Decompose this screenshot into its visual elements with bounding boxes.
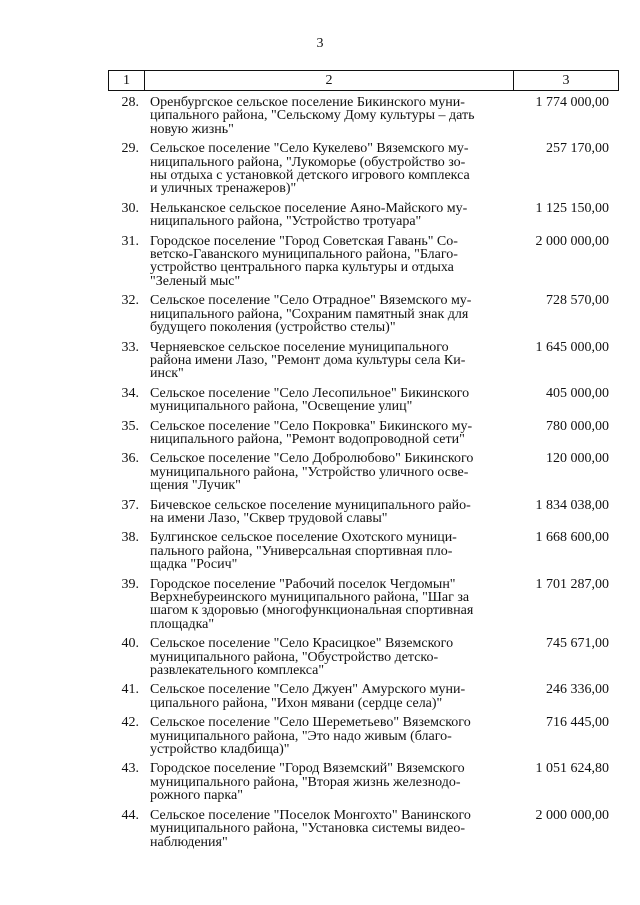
row-recipient-line: устройство кладбища)" [150,742,290,758]
row-number: 38. [121,530,139,546]
row-recipient-line: развлекательного комплекса" [150,663,325,679]
row-amount: 405 000,00 [546,385,609,401]
table-row [108,762,617,802]
row-recipient [150,683,498,710]
row-recipient-line: Черняевское сельское поселение муниципального [150,339,449,355]
row-recipient-line: Сельское поселение "Село Добролюбово" Бикинского [150,451,474,467]
table-row [108,96,617,136]
row-amount: 257 170,00 [546,141,609,157]
row-amount: 1 125 150,00 [535,200,609,216]
row-recipient-line: ниципального района, "Сохраним памятный знак для [150,306,469,322]
row-recipient-line: муниципального района, "Это надо живым (благо- [150,728,452,744]
table-row [108,452,617,492]
row-number: 30. [121,200,139,216]
row-recipient [150,96,498,136]
row-recipient-line: Сельское поселение "Село Кукелево" Вяземского му- [150,141,469,157]
row-recipient-line: рожного парка" [150,788,243,804]
row-recipient-line: щадка "Росич" [150,557,238,573]
row-number: 28. [121,95,139,110]
row-recipient-line: Сельское поселение "Село Шереметьево" Вяземского [150,715,471,731]
table-row [108,142,617,196]
row-amount: 246 336,00 [546,682,609,698]
row-recipient [150,637,498,677]
table-row [108,420,617,447]
row-recipient-line: Сельское поселение "Село Покровка" Бикинского му- [150,418,473,434]
row-recipient-line: на имени Лазо, "Сквер трудовой славы" [150,510,388,526]
table-row [108,235,617,289]
table-row [108,531,617,571]
row-recipient [150,420,498,447]
row-number: 43. [121,761,139,777]
row-number: 40. [121,636,139,652]
row-recipient-line: Оренбургское сельское поселение Бикинского муни- [150,95,465,110]
table-row [108,294,617,334]
row-amount: 1 834 038,00 [535,497,609,513]
row-recipient-line: устройство центрального парка культуры и отдыха [150,260,454,276]
table-row [108,809,617,849]
row-recipient-line: "Зеленый мыс" [150,273,241,289]
row-recipient-line: пального района, "Универсальная спортивная пло- [150,543,453,559]
row-recipient [150,142,498,196]
row-amount: 1 774 000,00 [535,95,609,110]
row-recipient-line: ветско-Гаванского муниципального района, "Благо- [150,247,458,263]
row-recipient [150,202,498,229]
row-recipient-line: Верхнебуреинского муниципального района, "Шаг за [150,590,470,605]
row-amount: 728 570,00 [546,293,609,309]
row-amount: 120 000,00 [546,451,609,467]
row-amount: 1 051 624,80 [535,761,609,777]
header-col-sum: 3 [514,71,619,91]
table-row [108,387,617,414]
row-number: 34. [121,385,139,401]
row-recipient-line: Нельканское сельское поселение Аяно-Майского му- [150,200,468,216]
row-number: 36. [121,451,139,467]
row-recipient-line: Сельское поселение "Поселок Монгохто" Ванинского [150,807,471,823]
row-amount: 1 645 000,00 [535,339,609,355]
row-recipient-line: Сельское поселение "Село Отрадное" Вяземского му- [150,293,472,309]
row-number: 33. [121,339,139,355]
row-number: 41. [121,682,139,698]
row-recipient-line: ниципального района, "Ремонт водопроводной сети" [150,431,465,447]
row-recipient-line: шагом к здоровью (многофункциональная спортивная [150,603,474,619]
table-row [108,202,617,229]
row-number: 37. [121,497,139,513]
table-row [108,716,617,756]
row-amount: 2 000 000,00 [535,233,609,249]
row-recipient [150,452,498,492]
row-recipient-line: муниципального района, "Вторая жизнь железнодо- [150,774,461,790]
row-recipient-line: Бичевское сельское поселение муниципального райо- [150,497,471,513]
row-recipient-line: Городское поселение "Город Вяземский" Вяземского [150,761,465,777]
row-recipient-line: наблюдения" [150,834,228,850]
table-body [108,96,617,855]
row-number: 32. [121,293,139,309]
table-header [108,70,619,91]
row-recipient-line: муниципального района, "Устройство уличного осве- [150,464,469,480]
page-number: 3 [316,36,324,51]
row-recipient [150,387,498,414]
row-recipient [150,531,498,571]
row-number: 29. [121,141,139,157]
row-recipient [150,716,498,756]
row-recipient [150,578,498,632]
row-recipient-line: ниципального района, "Лукоморье (обустройство зо- [150,154,466,170]
row-recipient-line: площадка" [150,616,215,632]
row-number: 31. [121,233,139,249]
row-recipient-line: Сельское поселение "Село Джуен" Амурского муни- [150,682,466,698]
row-number: 35. [121,418,139,434]
table-row [108,341,617,381]
row-amount: 780 000,00 [546,418,609,434]
row-recipient-line: Городское поселение "Рабочий поселок Чегдомын" [150,576,456,592]
header-col-name: 2 [145,71,514,91]
row-recipient-line: муниципального района, "Освещение улиц" [150,399,413,415]
row-recipient-line: будущего поколения (устройство стелы)" [150,320,396,336]
row-number: 39. [121,576,139,592]
row-recipient [150,294,498,334]
row-number: 44. [121,807,139,823]
row-recipient-line: Булгинское сельское поселение Охотского муници- [150,530,457,546]
row-recipient [150,762,498,802]
row-amount: 1 668 600,00 [535,530,609,546]
row-recipient-line: щения "Лучик" [150,478,241,494]
row-recipient-line: новую жизнь" [150,121,234,137]
row-recipient [150,809,498,849]
row-amount: 2 000 000,00 [535,807,609,823]
table-row [108,683,617,710]
table-row [108,637,617,677]
row-recipient [150,341,498,381]
row-recipient-line: района имени Лазо, "Ремонт дома культуры села Ки- [150,352,466,368]
row-recipient-line: муниципального района, "Установка системы видео- [150,821,466,837]
row-recipient [150,499,498,526]
row-recipient-line: ниципального района, "Устройство тротуара" [150,214,422,230]
row-recipient-line: ципального района, "Ихон мявани (сердце села)" [150,695,443,711]
row-amount: 716 445,00 [546,715,609,731]
row-recipient-line: ципального района, "Сельскому Дому культуры – дать [150,108,475,124]
row-amount: 1 701 287,00 [535,576,609,592]
table-row [108,578,617,632]
row-number: 42. [121,715,139,731]
row-recipient-line: Городское поселение "Город Советская Гавань" Со- [150,233,458,249]
row-recipient-line: инск" [150,366,184,382]
row-recipient-line: ны отдыха с установкой детского игрового комплекса [150,168,470,184]
table-row [108,499,617,526]
row-amount: 745 671,00 [546,636,609,652]
row-recipient-line: Сельское поселение "Село Лесопильное" Бикинского [150,385,470,401]
header-col-number: 1 [109,71,145,91]
row-recipient-line: Сельское поселение "Село Красицкое" Вяземского [150,636,454,652]
row-recipient-line: и уличных тренажеров)" [150,181,297,197]
row-recipient-line: муниципального района, "Обустройство детско- [150,649,439,665]
row-recipient [150,235,498,289]
